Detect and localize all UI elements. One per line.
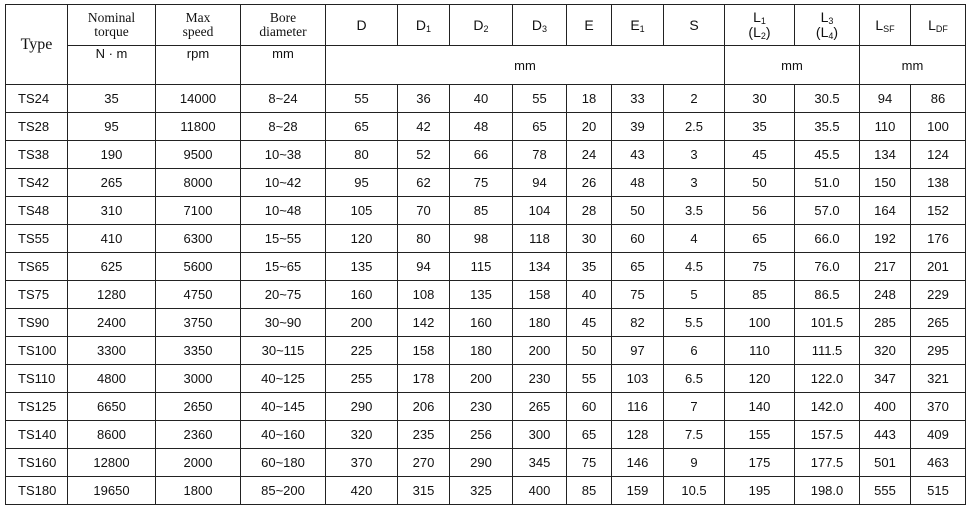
cell-bore-diameter: 10~42	[241, 169, 326, 197]
cell-E1: 116	[612, 393, 664, 421]
header-L3-L4	[795, 5, 860, 46]
cell-S: 5.5	[664, 309, 725, 337]
cell-E1: 128	[612, 421, 664, 449]
spec-table-wrapper	[5, 4, 966, 505]
cell-S: 2.5	[664, 113, 725, 141]
cell-E: 65	[567, 421, 612, 449]
cell-D: 120	[326, 225, 398, 253]
cell-type: TS38	[6, 141, 68, 169]
cell-LDF: 463	[911, 449, 966, 477]
cell-L1-L2: 30	[725, 85, 795, 113]
cell-LSF: 150	[860, 169, 911, 197]
cell-LDF: 100	[911, 113, 966, 141]
cell-D1: 94	[398, 253, 450, 281]
cell-S: 3.5	[664, 197, 725, 225]
header-L2-close: )	[765, 24, 771, 40]
cell-E1: 159	[612, 477, 664, 505]
cell-D3: 78	[513, 141, 567, 169]
cell-D3: 94	[513, 169, 567, 197]
cell-L1-L2: 50	[725, 169, 795, 197]
cell-bore-diameter: 15~55	[241, 225, 326, 253]
cell-D2: 180	[450, 337, 513, 365]
cell-D1: 62	[398, 169, 450, 197]
cell-LSF: 443	[860, 421, 911, 449]
cell-E1: 82	[612, 309, 664, 337]
header-L1-L2	[725, 5, 795, 46]
cell-D: 55	[326, 85, 398, 113]
header-S	[664, 5, 725, 46]
cell-D: 135	[326, 253, 398, 281]
cell-max-speed: 1800	[156, 477, 241, 505]
header-D1	[398, 5, 450, 46]
cell-D: 80	[326, 141, 398, 169]
header-LSF	[860, 5, 911, 46]
cell-E1: 43	[612, 141, 664, 169]
cell-nominal-torque: 8600	[68, 421, 156, 449]
cell-L3-L4: 66.0	[795, 225, 860, 253]
header-D2	[450, 5, 513, 46]
cell-L1-L2: 110	[725, 337, 795, 365]
header-L4-label: (L	[815, 24, 829, 40]
cell-D2: 230	[450, 393, 513, 421]
cell-nominal-torque: 6650	[68, 393, 156, 421]
cell-L1-L2: 56	[725, 197, 795, 225]
cell-S: 7	[664, 393, 725, 421]
cell-D3: 104	[513, 197, 567, 225]
cell-D1: 235	[398, 421, 450, 449]
header-L4-close: )	[833, 24, 839, 40]
cell-nominal-torque: 35	[68, 85, 156, 113]
header-LDF	[911, 5, 966, 46]
table-row	[6, 421, 966, 449]
table-row	[6, 141, 966, 169]
cell-L1-L2: 175	[725, 449, 795, 477]
cell-max-speed: 8000	[156, 169, 241, 197]
header-L1-sub: 1	[760, 16, 766, 26]
cell-E: 85	[567, 477, 612, 505]
cell-max-speed: 4750	[156, 281, 241, 309]
cell-LDF: 86	[911, 85, 966, 113]
cell-bore-diameter: 8~24	[241, 85, 326, 113]
cell-LDF: 152	[911, 197, 966, 225]
cell-LSF: 192	[860, 225, 911, 253]
cell-D1: 315	[398, 477, 450, 505]
cell-type: TS65	[6, 253, 68, 281]
cell-L1-L2: 75	[725, 253, 795, 281]
cell-D3: 265	[513, 393, 567, 421]
cell-LDF: 229	[911, 281, 966, 309]
cell-E1: 39	[612, 113, 664, 141]
header-L3-label: L	[820, 9, 829, 25]
header-D3-sub: 3	[542, 24, 548, 34]
cell-D3: 65	[513, 113, 567, 141]
cell-L1-L2: 140	[725, 393, 795, 421]
cell-L1-L2: 65	[725, 225, 795, 253]
header-L3	[795, 10, 859, 25]
header-max-speed-label: Max speed	[182, 10, 214, 39]
cell-E1: 33	[612, 85, 664, 113]
cell-LSF: 164	[860, 197, 911, 225]
cell-max-speed: 2360	[156, 421, 241, 449]
cell-bore-diameter: 8~28	[241, 113, 326, 141]
cell-type: TS140	[6, 421, 68, 449]
cell-type: TS125	[6, 393, 68, 421]
cell-L3-L4: 198.0	[795, 477, 860, 505]
table-row	[6, 113, 966, 141]
cell-L3-L4: 76.0	[795, 253, 860, 281]
cell-D: 95	[326, 169, 398, 197]
cell-nominal-torque: 625	[68, 253, 156, 281]
header-D1-sub: 1	[426, 24, 432, 34]
cell-L3-L4: 111.5	[795, 337, 860, 365]
cell-D1: 178	[398, 365, 450, 393]
cell-bore-diameter: 40~145	[241, 393, 326, 421]
table-body	[6, 85, 966, 505]
cell-D2: 85	[450, 197, 513, 225]
cell-bore-diameter: 40~125	[241, 365, 326, 393]
cell-bore-diameter: 15~65	[241, 253, 326, 281]
table-row	[6, 365, 966, 393]
cell-L1-L2: 100	[725, 309, 795, 337]
cell-LDF: 138	[911, 169, 966, 197]
unit-bore: mm	[241, 46, 326, 85]
cell-LDF: 265	[911, 309, 966, 337]
cell-nominal-torque: 410	[68, 225, 156, 253]
cell-nominal-torque: 95	[68, 113, 156, 141]
header-L3-sub: 3	[828, 16, 834, 26]
header-bore-diameter	[241, 5, 326, 46]
header-LSF-label: L	[875, 17, 884, 33]
header-D3-label: D	[531, 17, 543, 33]
cell-S: 2	[664, 85, 725, 113]
cell-D: 200	[326, 309, 398, 337]
cell-D2: 75	[450, 169, 513, 197]
cell-D3: 134	[513, 253, 567, 281]
cell-max-speed: 2650	[156, 393, 241, 421]
cell-E1: 48	[612, 169, 664, 197]
cell-E: 18	[567, 85, 612, 113]
cell-S: 3	[664, 141, 725, 169]
header-LDF-label: L	[928, 17, 936, 33]
cell-D: 65	[326, 113, 398, 141]
cell-S: 4	[664, 225, 725, 253]
unit-lsf-ldf: mm	[860, 46, 966, 85]
cell-nominal-torque: 265	[68, 169, 156, 197]
cell-E: 75	[567, 449, 612, 477]
table-row	[6, 309, 966, 337]
cell-L3-L4: 35.5	[795, 113, 860, 141]
table-row	[6, 169, 966, 197]
cell-E: 50	[567, 337, 612, 365]
cell-nominal-torque: 12800	[68, 449, 156, 477]
cell-max-speed: 2000	[156, 449, 241, 477]
cell-LDF: 370	[911, 393, 966, 421]
cell-L3-L4: 101.5	[795, 309, 860, 337]
cell-nominal-torque: 19650	[68, 477, 156, 505]
cell-LSF: 320	[860, 337, 911, 365]
header-row-labels	[6, 5, 966, 46]
cell-D: 290	[326, 393, 398, 421]
header-L2-label: (L	[748, 24, 761, 40]
cell-LSF: 285	[860, 309, 911, 337]
header-S-label: S	[689, 17, 699, 33]
cell-D: 320	[326, 421, 398, 449]
cell-nominal-torque: 1280	[68, 281, 156, 309]
cell-D1: 42	[398, 113, 450, 141]
header-D1-label: D	[415, 17, 427, 33]
cell-S: 6.5	[664, 365, 725, 393]
header-D2-sub: 2	[483, 24, 489, 34]
cell-D2: 40	[450, 85, 513, 113]
unit-speed: rpm	[156, 46, 241, 85]
cell-E: 24	[567, 141, 612, 169]
cell-D1: 206	[398, 393, 450, 421]
cell-nominal-torque: 190	[68, 141, 156, 169]
header-E-label: E	[584, 17, 594, 33]
cell-max-speed: 3750	[156, 309, 241, 337]
cell-type: TS24	[6, 85, 68, 113]
cell-E1: 146	[612, 449, 664, 477]
header-L2	[725, 25, 794, 40]
cell-LSF: 94	[860, 85, 911, 113]
cell-type: TS75	[6, 281, 68, 309]
coupling-spec-table	[5, 4, 966, 505]
cell-bore-diameter: 20~75	[241, 281, 326, 309]
cell-L3-L4: 51.0	[795, 169, 860, 197]
cell-E: 28	[567, 197, 612, 225]
cell-bore-diameter: 60~180	[241, 449, 326, 477]
table-row	[6, 253, 966, 281]
cell-D2: 98	[450, 225, 513, 253]
cell-L3-L4: 45.5	[795, 141, 860, 169]
cell-D1: 142	[398, 309, 450, 337]
cell-D1: 270	[398, 449, 450, 477]
cell-L3-L4: 157.5	[795, 421, 860, 449]
cell-D2: 256	[450, 421, 513, 449]
cell-D3: 230	[513, 365, 567, 393]
cell-type: TS48	[6, 197, 68, 225]
header-bore-diameter-label: Bore diameter	[259, 10, 307, 39]
cell-E1: 103	[612, 365, 664, 393]
cell-E: 40	[567, 281, 612, 309]
cell-LDF: 295	[911, 337, 966, 365]
cell-D: 160	[326, 281, 398, 309]
cell-L1-L2: 85	[725, 281, 795, 309]
cell-L1-L2: 155	[725, 421, 795, 449]
cell-L3-L4: 57.0	[795, 197, 860, 225]
header-E	[567, 5, 612, 46]
cell-D3: 118	[513, 225, 567, 253]
cell-E1: 60	[612, 225, 664, 253]
cell-S: 5	[664, 281, 725, 309]
cell-E: 26	[567, 169, 612, 197]
cell-LSF: 110	[860, 113, 911, 141]
cell-LDF: 201	[911, 253, 966, 281]
cell-LSF: 400	[860, 393, 911, 421]
cell-LSF: 555	[860, 477, 911, 505]
cell-type: TS100	[6, 337, 68, 365]
table-header	[6, 5, 966, 85]
cell-nominal-torque: 3300	[68, 337, 156, 365]
cell-LDF: 321	[911, 365, 966, 393]
header-D3	[513, 5, 567, 46]
cell-max-speed: 5600	[156, 253, 241, 281]
cell-bore-diameter: 40~160	[241, 421, 326, 449]
table-row	[6, 449, 966, 477]
cell-S: 4.5	[664, 253, 725, 281]
header-D	[326, 5, 398, 46]
cell-LDF: 409	[911, 421, 966, 449]
cell-E1: 65	[612, 253, 664, 281]
cell-D: 420	[326, 477, 398, 505]
cell-LSF: 134	[860, 141, 911, 169]
cell-D2: 115	[450, 253, 513, 281]
header-E1-label: E	[630, 17, 640, 33]
header-L4-sub: 4	[828, 31, 834, 41]
cell-S: 6	[664, 337, 725, 365]
cell-E: 45	[567, 309, 612, 337]
cell-D2: 200	[450, 365, 513, 393]
cell-L1-L2: 45	[725, 141, 795, 169]
table-row	[6, 225, 966, 253]
cell-E: 55	[567, 365, 612, 393]
unit-lengths: mm	[725, 46, 860, 85]
cell-L3-L4: 86.5	[795, 281, 860, 309]
cell-D3: 300	[513, 421, 567, 449]
cell-LDF: 176	[911, 225, 966, 253]
cell-L3-L4: 30.5	[795, 85, 860, 113]
cell-type: TS110	[6, 365, 68, 393]
cell-nominal-torque: 4800	[68, 365, 156, 393]
table-row	[6, 477, 966, 505]
cell-S: 9	[664, 449, 725, 477]
cell-L3-L4: 122.0	[795, 365, 860, 393]
table-row	[6, 337, 966, 365]
cell-D: 225	[326, 337, 398, 365]
cell-S: 3	[664, 169, 725, 197]
header-type: Type	[6, 5, 68, 85]
cell-LDF: 515	[911, 477, 966, 505]
unit-dimensions: mm	[326, 46, 725, 85]
cell-E: 60	[567, 393, 612, 421]
table-row	[6, 197, 966, 225]
cell-E1: 75	[612, 281, 664, 309]
unit-torque: N · m	[68, 46, 156, 85]
cell-bore-diameter: 30~90	[241, 309, 326, 337]
cell-S: 7.5	[664, 421, 725, 449]
cell-D3: 200	[513, 337, 567, 365]
cell-max-speed: 6300	[156, 225, 241, 253]
cell-S: 10.5	[664, 477, 725, 505]
cell-D1: 36	[398, 85, 450, 113]
header-E1-sub: 1	[639, 24, 645, 34]
cell-LSF: 347	[860, 365, 911, 393]
cell-bore-diameter: 10~48	[241, 197, 326, 225]
table-row	[6, 393, 966, 421]
cell-D2: 325	[450, 477, 513, 505]
cell-nominal-torque: 310	[68, 197, 156, 225]
header-L1-label: L	[753, 9, 761, 25]
cell-E: 30	[567, 225, 612, 253]
header-E1	[612, 5, 664, 46]
cell-D1: 80	[398, 225, 450, 253]
cell-D: 105	[326, 197, 398, 225]
table-row	[6, 85, 966, 113]
header-nominal-torque-label: Nominal torque	[87, 10, 136, 39]
cell-max-speed: 3000	[156, 365, 241, 393]
cell-D3: 400	[513, 477, 567, 505]
cell-type: TS90	[6, 309, 68, 337]
cell-max-speed: 7100	[156, 197, 241, 225]
cell-type: TS28	[6, 113, 68, 141]
cell-E1: 97	[612, 337, 664, 365]
header-L2-sub: 2	[760, 31, 766, 41]
table-row	[6, 281, 966, 309]
header-row-units	[6, 46, 966, 85]
cell-type: TS180	[6, 477, 68, 505]
cell-type: TS42	[6, 169, 68, 197]
cell-L1-L2: 195	[725, 477, 795, 505]
cell-D1: 52	[398, 141, 450, 169]
header-LSF-sub: SF	[883, 24, 895, 34]
cell-D2: 48	[450, 113, 513, 141]
cell-D3: 158	[513, 281, 567, 309]
cell-max-speed: 3350	[156, 337, 241, 365]
cell-L1-L2: 35	[725, 113, 795, 141]
header-D2-label: D	[473, 17, 484, 33]
cell-D3: 345	[513, 449, 567, 477]
cell-L3-L4: 142.0	[795, 393, 860, 421]
cell-L3-L4: 177.5	[795, 449, 860, 477]
cell-LSF: 248	[860, 281, 911, 309]
cell-max-speed: 14000	[156, 85, 241, 113]
cell-type: TS160	[6, 449, 68, 477]
cell-bore-diameter: 85~200	[241, 477, 326, 505]
cell-type: TS55	[6, 225, 68, 253]
cell-E: 35	[567, 253, 612, 281]
cell-bore-diameter: 10~38	[241, 141, 326, 169]
cell-LDF: 124	[911, 141, 966, 169]
cell-E: 20	[567, 113, 612, 141]
cell-D2: 135	[450, 281, 513, 309]
header-nominal-torque	[68, 5, 156, 46]
cell-E1: 50	[612, 197, 664, 225]
cell-max-speed: 11800	[156, 113, 241, 141]
cell-bore-diameter: 30~115	[241, 337, 326, 365]
cell-D2: 66	[450, 141, 513, 169]
cell-D1: 158	[398, 337, 450, 365]
cell-LSF: 217	[860, 253, 911, 281]
cell-D1: 108	[398, 281, 450, 309]
cell-D: 255	[326, 365, 398, 393]
header-max-speed	[156, 5, 241, 46]
cell-max-speed: 9500	[156, 141, 241, 169]
header-L1	[725, 10, 794, 25]
cell-D1: 70	[398, 197, 450, 225]
header-LDF-sub: DF	[935, 24, 948, 34]
header-D-label: D	[356, 17, 367, 33]
cell-D3: 55	[513, 85, 567, 113]
cell-L1-L2: 120	[725, 365, 795, 393]
header-L4	[795, 25, 859, 40]
cell-D2: 290	[450, 449, 513, 477]
cell-D2: 160	[450, 309, 513, 337]
cell-D3: 180	[513, 309, 567, 337]
cell-nominal-torque: 2400	[68, 309, 156, 337]
cell-LSF: 501	[860, 449, 911, 477]
cell-D: 370	[326, 449, 398, 477]
